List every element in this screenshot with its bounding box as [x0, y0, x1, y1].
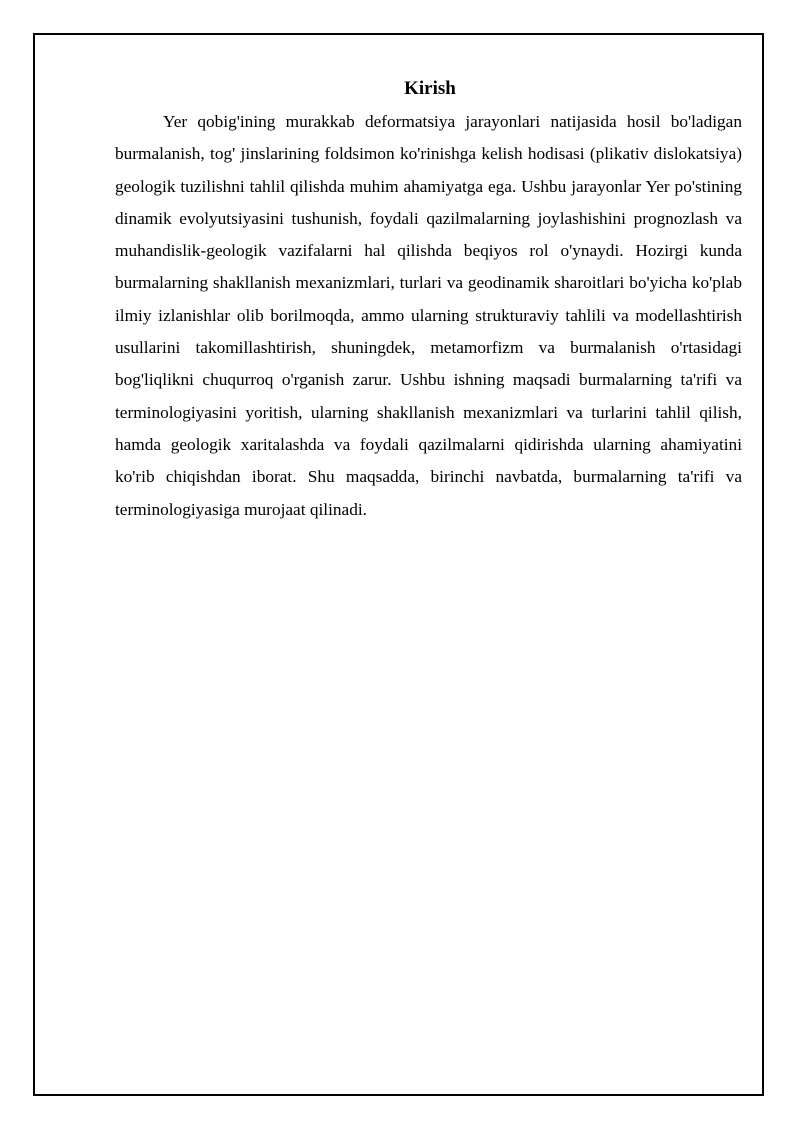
- section-title: Kirish: [404, 78, 456, 99]
- document-body: [115, 74, 742, 526]
- intro-paragraph: Yer qobig'ining murakkab deformatsiya jarayonlari natijasida hosil bo'ladigan burmalanish, tog' jinslarining foldsimon ko'rinishga kelish hodisasi (plikativ dislokatsiya) geologik tuzilishni tahlil qilishda muhim ahamiyatga ega. Ushbu jarayonlar Yer po'stining dinamik evolyutsiyasini tushunish, foydali qazilmalarning joylashishini prognozlash va muhandislik-geologik vazifalarni hal qilishda beqiyos rol o'ynaydi. Hozirgi kunda burmalarning shakllanish mexanizmlari, turlari va geodinamik sharoitlari bo'yicha ko'plab ilmiy izlanishlar olib borilmoqda, ammo ularning strukturaviy tahlili va modellashtirish usullarini takomillashtirish, shuningdek, metamorfizm va burmalanish o'rtasidagi bog'liqlikni chuqurroq o'rganish zarur. Ushbu ishning maqsadi burmalarning ta'rifi va terminologiyasini yoritish, ularning shakllanish mexanizmlari va turlarini tahlil qilish, hamda geologik xaritalashda va foydali qazilmalarni qidirishda ularning ahamiyatini ko'rib chiqishdan iborat. Shu maqsadda, birinchi navbatda, burmalarning ta'rifi va terminologiyasiga murojaat qilinadi.: [115, 112, 742, 519]
